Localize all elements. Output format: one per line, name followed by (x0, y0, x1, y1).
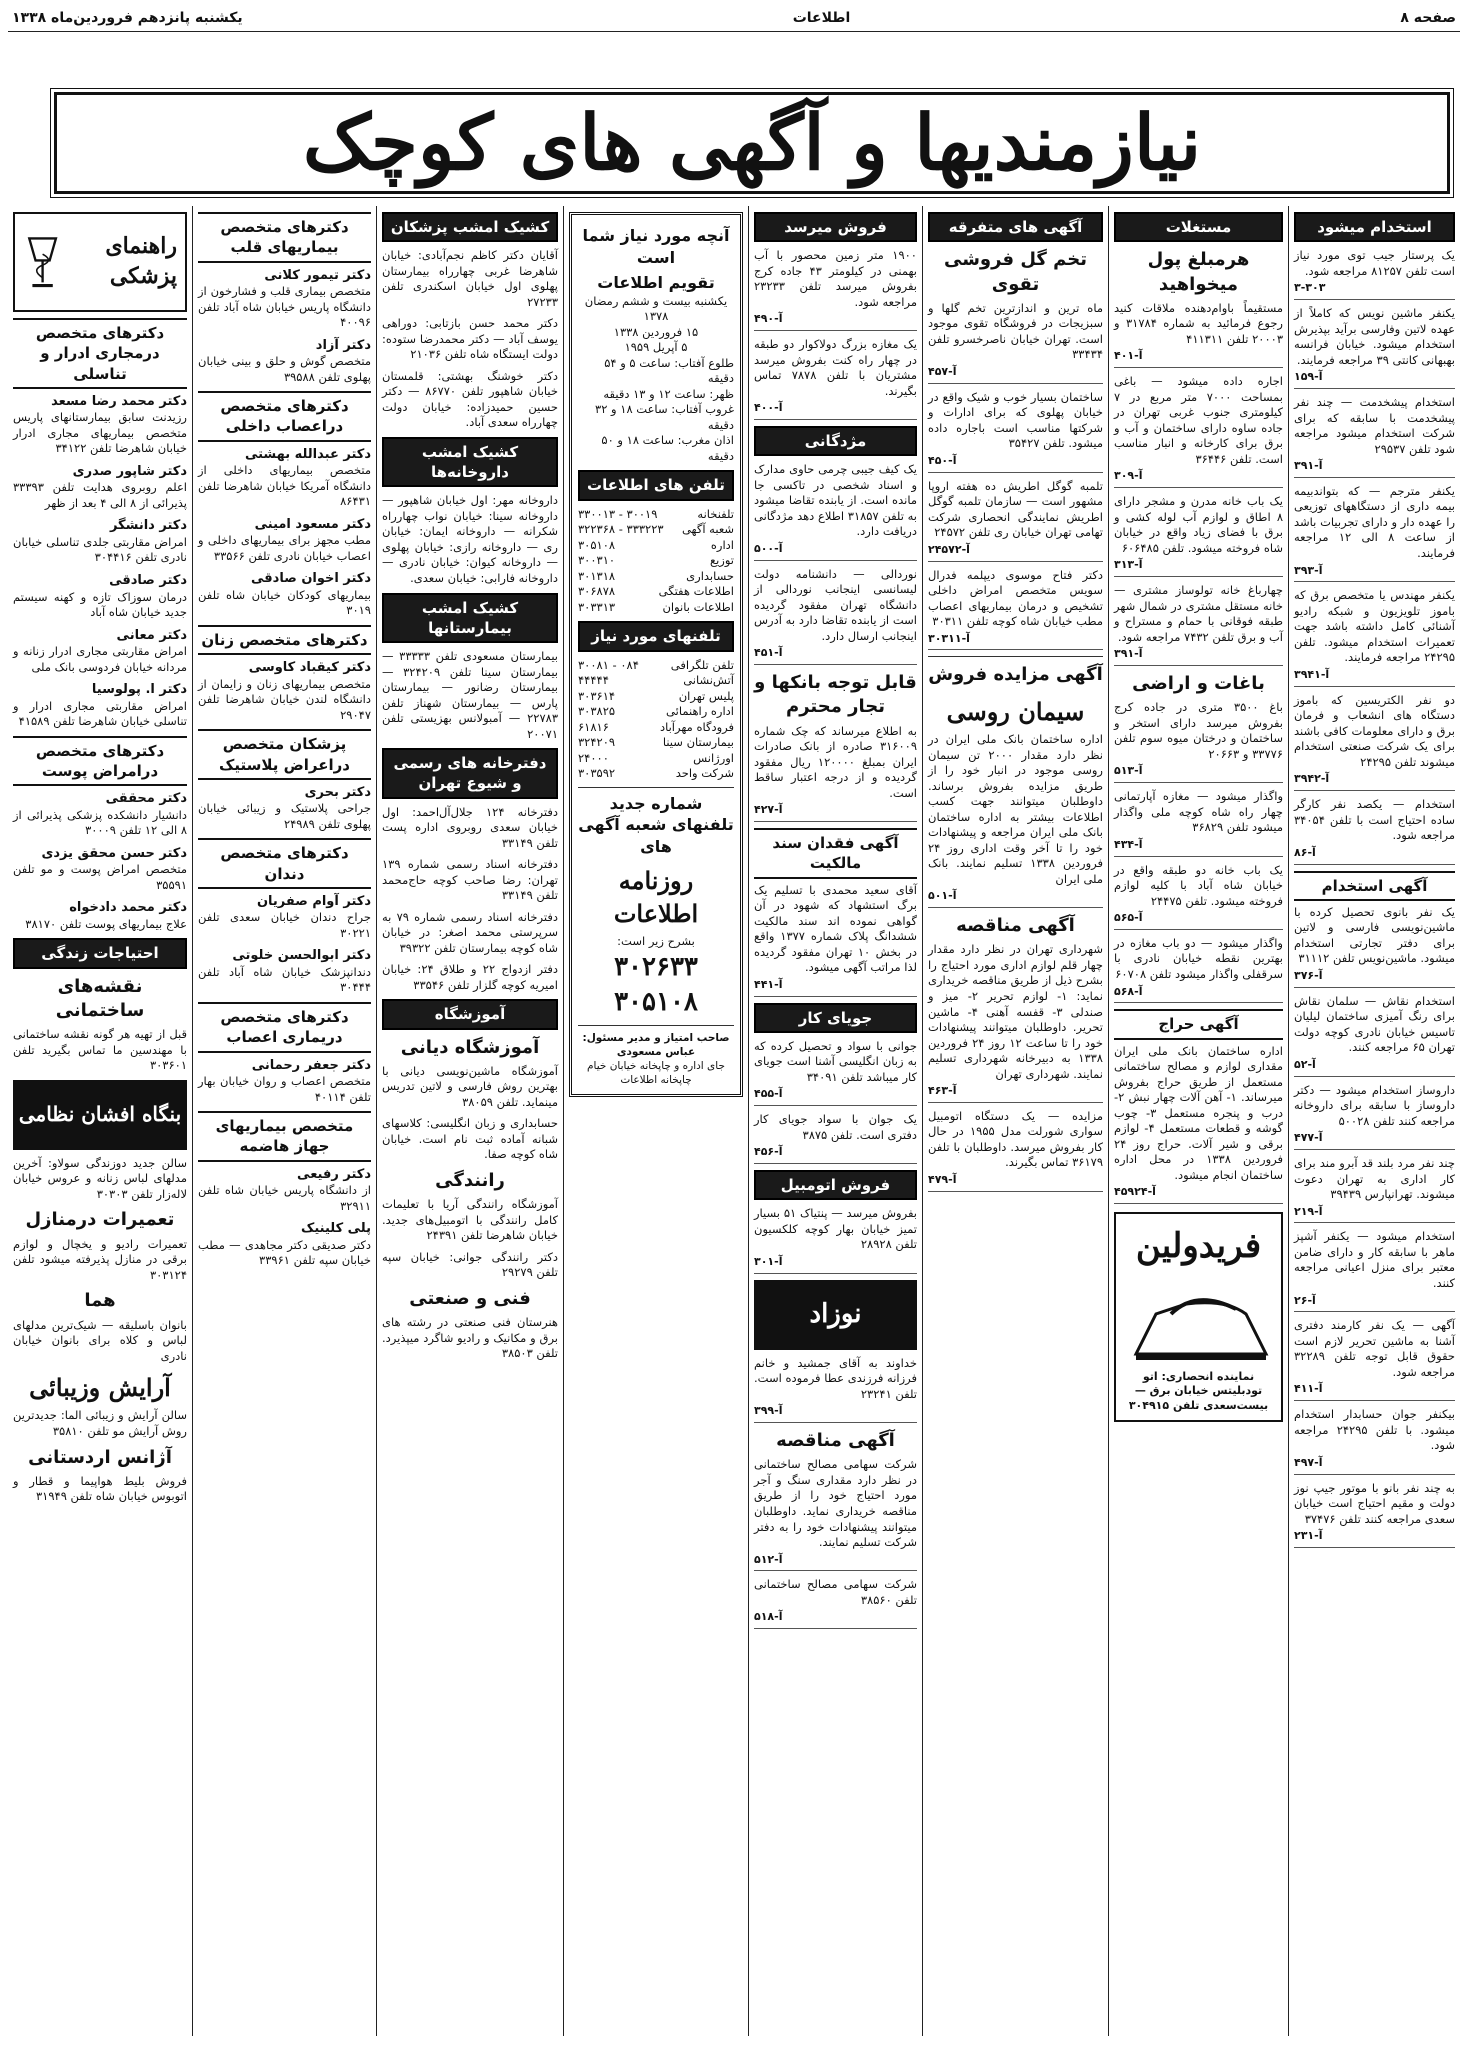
classified-ad: آقایان دکتر کاظم نجم‌آبادی: خیابان شاهرضا غربی چهارراه بیمارستان پهلوی اول خیابان اسکندری تلفن ۲۷۲۳۳ (382, 248, 558, 309)
section-head-digestive: متخصص بیماریهای جهاز هاضمه (198, 1111, 371, 1162)
section-head-car-sale: فروش اتومبیل (754, 1170, 917, 1200)
newspaper-page (8, 6, 1460, 2042)
newborn-logo: نوزاد (754, 1280, 917, 1350)
page-top-line (8, 6, 1460, 32)
classified-ad: مستقیماً باوام‌دهنده ملاقات کنید رجوع فرمائید به شماره ۳۱۷۸۴ و ۲۰۰۰۳ تلفن ۴۱۱۳۱۱ آ-۴۰۱ (1114, 301, 1283, 368)
classified-ad: دفترخانه اسناد رسمی شماره ۱۳۹ تهران: رضا صاحب کوچه حاج‌محمد تلفن ۳۳۱۴۹ (382, 857, 558, 903)
phone-list (578, 658, 734, 782)
phone-row: فرودگاه مهرآباد ۶۱۸۱۶ (578, 719, 734, 734)
classified-ad: قبل از تهیه هر گونه نقشه ساختمانی با مهندسین ما تماس بگیرید تلفن ۳۰۳۶۰۱ (13, 1027, 187, 1073)
calendar-line: اذان مغرب: ساعت ۱۸ و ۵۰ دقیقه (601, 433, 734, 463)
doctor-listing: دکتر محمد دادخواه علاج بیماریهای پوست تلفن ۳۸۱۷۰ (25, 900, 187, 931)
page-number: صفحه ۸ (1400, 10, 1456, 27)
classified-ad: یک مغازه بزرگ دولاکوار دو طبقه در چهار راه کنت بفروش میرسد مشتریان با تلفن ۷۸۷۸ تماس بگیرند. آ-۴۰۰ (754, 337, 917, 420)
section-head-driving: رانندگی (435, 1169, 505, 1191)
phone-row: تلفن تلگرافی ۰۸۴ - ۳۰۰۸۱ (578, 657, 734, 672)
classified-ad: اداره ساختمان بانک ملی ایران در نظر دارد مقدار ۲۰۰۰ تن سیمان روسی موجود در انبار خود را از طریق مزایده بفروش برساند. داوطلبان میتوانند جهت کسب اطلاعات بیشتر به اداره ساختمان بانک ملی ایران مراجعه و پیشنهادات خود را تا آخر وقت اداری روز ۲۴ فروردین ۱۳۳۸ تسلیم نمایند. بانک ملی ایران آ-۵۰۱ (928, 732, 1103, 908)
classified-ad: به چند نفر بانو با موتور جیپ نوز دولت و مقیم احتیاج است خیابان سعدی مراجعه کنند تلفن ۳۷۴۷۶ آ-۲۳۱ (1294, 1481, 1455, 1548)
service-info-box (569, 212, 743, 1097)
printing-address: جای اداره و چاپخانه خیابان خیام چاپخانه اطلاعات (587, 1060, 725, 1087)
classified-ad: ماه ترین و اندازترین تخم گلها و سبزیجات در فروشگاه تقوی موجود است. تهران خیابان ناصرخسرو تلفن ۳۳۴۳۴ آ-۴۵۷ (928, 301, 1103, 384)
classified-ad: استخدام نقاش — سلمان نقاش برای رنگ آمیزی ساختمان لیلیان تاسیس خیابان نادری کوچه دولت تهران ۶۵ مراجعه کنند. آ-۵۲ (1294, 994, 1455, 1077)
phone-row: اطلاعات هفتگی ۳۰۶۸۷۸ (578, 584, 734, 599)
section-head-hiring: استخدام میشود (1294, 212, 1455, 242)
ad-headline: آموزشگاه دیانی (400, 1036, 540, 1058)
box-title: آنچه مورد نیاز شما است (582, 226, 730, 267)
classified-ad: دفترخانه ۱۲۴ جلال‌آل‌احمد: اول خیابان سعدی روبروی اداره پست تلفن ۳۳۱۴۹ (382, 804, 558, 850)
ad-headline: قابل توجه بانکها و تجار محترم (754, 672, 917, 718)
classified-ad: دکتر رانندگی جوانی: خیابان سپه تلفن ۲۹۲۷۹ (382, 1249, 558, 1280)
section-head-hospitals-on-call: کشیک امشب بیمارستانها (382, 593, 558, 644)
doctor-listing: دکتر شاپور صدری اعلم روبروی هدایت تلفن ۳۳۳۹۳ پذیرائی از ۸ الی ۴ بعد از ظهر (13, 463, 187, 510)
section-head-women: دکترهای متخصص زنان (198, 625, 371, 655)
iron-advertisement (1114, 1212, 1283, 1422)
section-head-skin: دکترهای متخصص درامراض پوست (13, 736, 187, 787)
phone-row: تلفنخانه ۳۰۰۱۹ - ۳۳۰۰۱۳ (578, 506, 734, 521)
classified-ad: سالن آرایش و زیبائی الما: جدیدترین روش آرایش مو تلفن ۳۵۸۱۰ (13, 1408, 187, 1438)
new-phones-title: شماره جدید تلفنهای شعبه آگهی های (578, 793, 734, 856)
classified-ad: اداره ساختمان بانک ملی ایران مقداری لوازم و مصالح ساختمانی مستعمل از طریق حراج بفروش میرساند. ۱- آهن آلات چهار نبش ۲- درب و پنجره مستعمل ۳- چوب گوشه و قطعات مستعمل ۴- لوازم برقی و شیر آلات. حراج روز ۲۴ فروردین ۱۳۳۸ در محل اداره ساختمان انجام میشود. آ-۴۵۹۲۴ (1114, 1044, 1283, 1204)
classified-ad: هنرستان فنی صنعتی در رشته های برق و مکانیک و رادیو شاگرد میپذیرد. تلفن ۳۸۵۰۳ (382, 1315, 558, 1361)
phone-row: حسابداری ۳۰۱۳۱۸ (578, 568, 734, 583)
phone-row: توزیع ۳۰۰۳۱۰ (578, 553, 734, 568)
doctor-listing: دکتر رفیعی از دانشگاه پاریس خیابان شاه تلفن ۳۲۹۱۱ (198, 1166, 371, 1213)
classified-ad: دکتر فتاح موسوی دیپلمه فدرال سویس متخصص امراض داخلی تشخیص و درمان بیماریهای اعصاب مطب خیابان شاه کوچه تلفن ۳۰۳۱۱ آ-۳۰۳۱۱ (928, 568, 1103, 651)
classified-ad: بیکنفر جوان حسابدار استخدام میشود. با تلفن ۲۴۲۹۵ مراجعه شود. آ-۴۹۷ (1294, 1407, 1455, 1474)
phone-row: آتش‌نشانی ۴۴۴۴۴ (578, 673, 734, 688)
section-head-plastic: پزشکان متخصص دراعراض پلاستیک (198, 729, 371, 780)
classified-ad: اجاره داده میشود — باغی بمساحت ۷۰۰۰ متر مربع در ۷ کیلومتری جنوب غربی تهران در جاده ساوه دارای ساختمان و آب و برق برای کارخانه و انبار مناسب است. تلفن ۳۶۴۴۶ آ-۳۰۹ (1114, 374, 1283, 488)
doctor-listing: دکتر آزاد متخصص گوش و حلق و بینی خیابان پهلوی تلفن ۳۹۵۸۸ (198, 337, 371, 384)
ad-headline: هما (84, 1290, 116, 1312)
ad-phone-number: ۳۰۲۶۳۳ (614, 951, 698, 982)
classified-ad: یک نفر بانوی تحصیل کرده با ماشین‌نویسی فارسی و لاتین برای دفتر تجارتی استخدام میشود. ماشین‌نویس تلفن ۳۱۱۱۲ آ-۳۷۶ (1294, 905, 1455, 988)
paper-name: اطلاعات (792, 10, 851, 27)
section-head-heart: دکترهای متخصص بیماریهای قلب (198, 212, 371, 263)
section-head-notaries: دفترخانه های رسمی و شیوع تهران (382, 748, 558, 799)
classified-ad: فروش بلیط هواپیما و قطار و اتوبوس خیابان شاه تلفن ۳۱۹۴۹ (13, 1473, 187, 1504)
doctor-listing: دکتر مسعود امینی مطب مجهز برای بیماریهای داخلی و اعصاب خیابان نادری تلفن ۳۳۵۶۶ (198, 516, 371, 563)
section-head-life-needs: احتیاجات زندگی (13, 938, 187, 968)
classified-ad: ۱۹۰۰ متر زمین محصور با آب بهمنی در کیلومتر ۴۳ جاده کرج بفروش میرسد تلفن ۲۳۲۳۳ مراجعه شود. آ-۴۹۰ (754, 248, 917, 331)
doctor-listing: دکتر عبدالله بهشتی متخصص بیماریهای داخلی از دانشگاه آمریکا خیابان شاهرضا تلفن ۸۶۴۳۱ (198, 446, 371, 509)
column-night-shifts (376, 206, 563, 2036)
column-medical-guide (8, 206, 192, 2036)
doctor-listing: دکتر بحری جراحی پلاستیک و زیبائی خیابان پهلوی تلفن ۲۴۹۸۹ (198, 784, 371, 831)
classified-ad: یک کیف جیبی چرمی حاوی مدارک و اسناد شخصی در تاکسی جا مانده است. از یابنده تقاضا میشود به تلفن ۳۱۸۵۷ اطلاع دهد مژدگانی دریافت دارد. آ-۵۰۰ (754, 462, 917, 560)
classified-ad: استخدام — یکصد نفر کارگر ساده احتیاج است با تلفن ۳۴۰۵۴ مراجعه شود. آ-۸۶ (1294, 797, 1455, 864)
phone-row: شعبه آگهی ۳۳۳۲۲۳ - ۳۲۲۳۶۸ (578, 522, 734, 537)
section-head-lost-deed: آگهی فقدان سند مالکیت (754, 828, 917, 879)
calendar-line: طلوع آفتاب: ساعت ۵ و ۵۴ دقیقه (604, 355, 734, 386)
ad-headline-large: سیمان روسی (946, 696, 1085, 726)
ad-list (1294, 905, 1455, 1548)
hygieia-cup-icon (23, 222, 62, 302)
ad-headline: نقشه‌های ساختمانی (55, 975, 145, 1021)
classified-ad: آگهی — یک نفر کارمند دفتری آشنا به ماشین تحریر لازم است حقوق قابل توجه تلفن ۳۲۲۸۹ مراجعه شود. آ-۴۱۱ (1294, 1318, 1455, 1401)
classified-ad: دکتر محمد حسن بازتابی: دوراهی یوسف آباد — دکتر محمدرضا ستوده: دولت ایستگاه شاه تلفن ۲۱۰۳۶ (382, 316, 558, 362)
calendar-line: ظهر: ساعت ۱۲ و ۱۳ دقیقه (603, 386, 734, 401)
doctor-listing: دکتر حسن محقق یزدی متخصص امراض پوست و مو تلفن ۳۵۵۹۱ (13, 845, 187, 892)
column-specialists (192, 206, 376, 2036)
section-head-auction: آگهی حراج (1114, 1009, 1283, 1039)
classified-ad: بانوان باسلیقه — شیک‌ترین مدلهای لباس و کلاه برای بانوان خیابان نادری (13, 1317, 187, 1363)
classified-ad: یکنفر مترجم — که بتواندبیمه بیمه داری از دستگاههای توزیعی را عهده دار و دارای تجربیات باشد از ساعت ۸ الی ۱۲ مراجعه فرمایند. آ-۳۹۳ (1294, 484, 1455, 582)
classified-ad: حسابداری و زبان انگلیسی: کلاسهای شبانه آماده ثبت نام است. خیابان شاه کوچه صفا. (382, 1116, 558, 1162)
calendar-line: ۱۵ فروردین ۱۳۳۸ (613, 324, 699, 339)
section-head-real-estate: مستغلات (1114, 212, 1283, 242)
dealer-line: نماینده انحصاری: اتو تودبلیتس خیابان برق — بیست‌سعدی تلفن ۳۰۴۹۱۵ (1128, 1369, 1269, 1413)
calendar-title: تقویم اطلاعات (597, 273, 715, 293)
classified-ad: مزایده — یک دستگاه اتومبیل سواری شورلت مدل ۱۹۵۵ در حال کار بفروش میرسد. داوطلبان با تلفن ۳۶۱۷۹ تماس بگیرند. آ-۴۷۹ (928, 1109, 1103, 1192)
calendar-list (578, 294, 734, 465)
ad-headline: تخم گل فروشی تقوی (944, 249, 1087, 295)
classified-ad: نوردالی — دانشنامه دولت لیسانسی اینجانب نوردالی از دانشگاه تهران مفقود گردیده است از یابنده تقاضا دارد به آدرس اینجانب ارسال دارد. آ-۴۵۱ (754, 567, 917, 665)
section-head-dental: دکترهای متخصص دندان (198, 838, 371, 889)
classified-ad: یکنفر ماشین نویس که کاملاً از عهده لاتین وفارسی برآید بپذیرش استخدام میشود. خیابان فرانسه بهبهانی کانتی ۳۹ مراجعه فرمایند. آ-۱۵۹ (1294, 306, 1455, 389)
section-head-phones: تلفن های اطلاعات (578, 470, 734, 500)
classified-ad: دکتر خوشنگ بهشتی: قلمستان خیابان شاهپور تلفن ۸۶۷۷۰ — دکتر حسین حمیدزاده: خیابان دولت چهارراه سعدی آباد. (382, 368, 558, 430)
classified-ad: خداوند به آقای جمشید و خانم فرزانه فرزندی عطا فرموده است. تلفن ۲۳۲۴۱ آ-۳۹۹ (754, 1356, 917, 1423)
section-head-internal: دکترهای متخصص دراعصاب داخلی (198, 391, 371, 442)
classified-ad: استخدام پیشخدمت — چند نفر پیشخدمت با سابقه که برای شرکت استخدام میشود مراجعه شود تلفن ۲۹۵۳۷ آ-۳۹۱ (1294, 395, 1455, 478)
section-head-job-seekers: جویای کار (754, 1003, 917, 1033)
paper-title: روزنامه اطلاعات (613, 866, 699, 928)
doctor-listing: دکتر ابوالحسن خلوتی دندانپزشک خیابان شاه آباد تلفن ۳۰۴۴۴ (198, 948, 371, 995)
doctor-listing: دکتر تیمور کلانی متخصص بیماری قلب و فشارخون از دانشگاه پاریس خیابان شاه آباد تلفن ۴۰۰۹۶ (198, 267, 371, 330)
column-service-box (563, 206, 748, 2036)
section-head-tender: آگهی مناقصه (956, 915, 1075, 937)
classified-ad: واگذار میشود — مغازه آپارتمانی چهار راه شاه کوچه ملی واگذار میشود تلفن ۳۶۸۲۹ آ-۴۳۴ (1114, 789, 1283, 856)
ad-headline-large: آرایش وزیبائی (29, 1373, 171, 1403)
classified-ad: داروخانه مهر: اول خیابان شاهپور — داروخانه سینا: خیابان نواب چهارراه شکرانه — داروخانه ایمان: خیابان ری — داروخانه رازی: خیابان پهلوی — داروخانه کیوان: خیابان نادری — داروخانه فارابی: خیابان سعدی. (382, 493, 558, 585)
phone-list (578, 507, 734, 616)
classified-ad: شرکت سهامی مصالح ساختمانی تلفن ۳۸۵۶۰ آ-۵۱۸ (754, 1577, 917, 1629)
classified-ad: دفترخانه اسناد رسمی شماره ۷۹ به سرپرستی محمد اصغر: در خیابان شاه کوچه بیمارستان تلفن ۳۹۳۲۲ (382, 909, 558, 955)
doctor-listing: دکتر جعفر رحمانی متخصص اعصاب و روان خیابان بهار تلفن ۴۰۱۱۴ (198, 1057, 371, 1104)
doctor-listing: دکتر صادقی درمان سوزاک تازه و کهنه سیستم جدید خیابان شاه آباد (13, 573, 187, 620)
section-head-misc: آگهی های متفرقه (928, 212, 1103, 242)
classified-ad: جوانی با سواد و تحصیل کرده که به زبان انگلیسی آشنا است جویای کار میباشد تلفن ۳۴۰۹۱ آ-۴۵۵ (754, 1039, 917, 1106)
ad-headline: هرمبلغ پول میخواهید (1147, 249, 1250, 295)
classified-ad: یکنفر مهندس یا متخصص برق که باموز تلویزیون و شبکه رادیو آشنائی کامل داشته باشد جهت تعمیرات استخدام میشود. تلفن ۲۴۲۹۵ مراجعه فرمایند. آ-۳۹۴۱ (1294, 588, 1455, 686)
classified-ad: بیمارستان مسعودی تلفن ۳۳۳۳۳ — بیمارستان سینا تلفن ۳۲۴۲۰۹ — بیمارستان رضانور — بیمارستان پارس — بیمارستان شهناز تلفن ۲۲۷۸۳ — آمبولانس بهزیستی تلفن ۲۰۰۷۱ (382, 649, 559, 741)
section-head-reward: مژدگانی (754, 426, 917, 456)
section-head-nerves: دکترهای متخصص دریماری اعصاب (198, 1002, 371, 1053)
owner-line: صاحب امتیاز و مدیر مسئول: عباس مسعودی (582, 1031, 730, 1059)
doctor-listing: دکتر محققی دانشیار دانشکده پزشکی پذیرائی از ۸ الی ۱۲ تلفن ۳۰۰۰۹ (13, 791, 187, 838)
phone-row: پلیس تهران ۳۰۳۶۱۴ (578, 688, 734, 703)
phone-row: اداره ۳۰۵۱۰۸ (578, 537, 734, 552)
section-head-schools: آموزشگاه (382, 999, 558, 1029)
classified-ad: داروساز استخدام میشود — دکتر داروساز با سابقه برای داروخانه مراجعه کنند تلفن ۵۰۰۲۸ آ-۴۷۷ (1294, 1083, 1455, 1150)
classified-ad: تعمیرات رادیو و یخچال و لوازم برقی در منازل پذیرفته میشود تلفن ۳۰۳۱۲۴ (13, 1236, 187, 1282)
column-misc (922, 206, 1108, 2036)
classified-ad: شرکت سهامی مصالح ساختمانی در نظر دارد مقداری سنگ و آجر مورد احتیاج خود را از طریق مناقصه خریداری نماید. داوطلبان میتوانند پیشنهادات خود را به دفتر شرکت تسلیم نمایند. آ-۵۱۲ (754, 1457, 917, 1571)
classified-ad: ساختمان بسیار خوب و شیک واقع در خیابان پهلوی که برای ادارات و شرکتها مناسب است باجاره داده میشود. تلفن ۳۵۴۲۷ آ-۴۵۰ (928, 390, 1103, 473)
classified-ad: چند نفر مرد بلند قد آبرو مند برای کار اداری به تهران دعوت میشوند. تهرانپارس ۳۹۴۳۹ آ-۲۱۹ (1294, 1156, 1455, 1223)
section-head-tender: آگهی مناقصه (776, 1430, 895, 1452)
ad-list (1294, 248, 1455, 864)
doctor-listing: پلی کلینیک دکتر صدیقی دکتر مجاهدی — مطب خیابان سپه تلفن ۳۳۹۶۱ (198, 1221, 371, 1268)
brand-name: فریدولین (1135, 1226, 1262, 1267)
calendar-line: یکشنبه بیست و ششم رمضان ۱۳۷۸ (584, 293, 728, 324)
classified-ad: دو نفر الکتریسین که باموز دستگاه های انشعاب و فرمان برق و دارای معلومات کافی باشند برای یک شرکت صنعتی استخدام میشوند تلفن ۲۴۲۹۵ آ-۳۹۴۲ (1294, 693, 1455, 791)
divider (928, 656, 1103, 657)
phone-row: اداره راهنمائی ۳۰۳۸۲۵ (578, 704, 734, 719)
calendar-line: ۵ آپریل ۱۹۵۹ (624, 340, 688, 355)
medical-guide-banner (13, 212, 187, 312)
phone-row: شرکت واحد ۳۰۳۵۹۲ (578, 766, 734, 781)
classified-ad: واگذار میشود — دو باب مغازه در بهترین نقطه خیابان نادری با سرقفلی واگذار میشود تلفن ۶۰۷۰۸ آ-۵۶۸ (1114, 936, 1283, 1003)
section-head-technical: فنی و صنعتی (409, 1287, 531, 1309)
issue-date: یکشنبه پانزدهم فروردین‌ماه ۱۳۳۸ (12, 10, 243, 27)
classified-ad: بفروش میرسد — پنتیاک ۵۱ بسیار تمیز خیابان بهار کوچه کلکسیون تلفن ۲۸۹۲۸ آ-۳۰۱ (754, 1206, 917, 1273)
doctor-listing: دکتر دانشگر امراض مقاربتی جلدی تناسلی خیابان نادری تلفن ۳۰۴۴۱۶ (13, 518, 187, 565)
column-sales (748, 206, 922, 2036)
classified-ad: باغ ۳۵۰۰ متری در جاده کرج بفروش میرسد دارای استخر و ساختمان و درختان میوه سوم تلفن ۳۳۷۷۶ و ۲۰۶۶۳ آ-۵۱۳ (1114, 700, 1283, 783)
section-head-gardens: باغات و اراضی (1132, 672, 1265, 694)
iron-icon (1126, 1284, 1276, 1374)
phone-row: اورژانس ۲۴۰۰۰ (578, 750, 734, 765)
classified-ad: تلمبه گوگل اطریش ده هفته اروپا مشهور است — سازمان تلمبه گوگل اطریش نمایندگی انحصاری شرکت تهامی تهران خیابان ری تلفن ۲۴۵۷۲ آ-۲۴۵۷۲ (928, 479, 1103, 562)
classified-ad: چهارباغ خانه تولوساز مشتری — خانه مستقل مشتری در شمال شهر طبقه فوقانی با حمام و مستراح و آب و برق تلفن ۷۴۳۲ مراجعه شود. آ-۳۹۱ (1114, 583, 1283, 666)
company-logo: بنگاه افشان نظامی (13, 1080, 187, 1150)
calendar-line: غروب آفتاب: ساعت ۱۸ و ۳۲ دقیقه (595, 402, 734, 432)
ad-headline: آگهی مزایده فروش (928, 664, 1103, 686)
classified-ad: دفتر ازدواج ۲۲ و طلاق ۲۴: خیابان امیریه کوچه گلزار تلفن ۳۳۵۴۶ (382, 962, 558, 992)
section-masthead: نیازمندیها و آگهی های کوچک (54, 92, 1450, 194)
doctor-listing: دکتر معانی امراض مقاربتی مجاری ادرار زنانه و مردانه خیابان فردوسی بانک ملی (13, 627, 187, 674)
section-head-needed-phones: تلفنهای مورد نیاز (578, 621, 734, 651)
ad-headline: آژانس اردستانی (28, 1446, 172, 1468)
section-head-urology: دکترهای متخصص درمجاری ادرار و تناسلی (13, 318, 187, 389)
classified-ad: یک جوان با سواد جویای کار دفتری است. تلفن ۳۸۷۵ آ-۴۵۶ (754, 1112, 917, 1164)
medical-guide-title: راهنمای پزشکی (105, 233, 177, 289)
section-head-employment-notice: آگهی استخدام (1294, 871, 1455, 901)
classified-ad: استخدام میشود — یکنفر آشپز ماهر با سابقه کار و دارای ضامن معتبر برای منزل اعیانی مراجعه کنند. آ-۲۶ (1294, 1229, 1455, 1312)
classified-ad: به اطلاع میرساند که چک شماره ۳۱۶۰۰۹ صادره از بانک صادرات ایران بمبلغ ۱۲۰۰۰۰ ریال مفقود گردیده و از درجه اعتبار ساقط است. آ-۴۲۷ (754, 724, 917, 822)
phone-row: بیمارستان سینا ۳۲۴۲۰۹ (578, 735, 734, 750)
section-head-for-sale: فروش میرسد (754, 212, 917, 242)
phone-row: اطلاعات بانوان ۳۰۳۳۱۳ (578, 599, 734, 614)
column-employment (1288, 206, 1460, 2036)
section-head-doctors-on-call: کشیک امشب پزشکان (382, 212, 558, 242)
column-real-estate (1108, 206, 1288, 2036)
classified-ad: یک باب خانه دو طبقه واقع در خیابان شاه آباد با کلیه لوازم فروخته میشود. تلفن ۲۴۴۷۵ آ-۵۶۵ (1114, 863, 1283, 930)
classified-ad: آقای سعید محمدی با تسلیم یک برگ استشهاد که شهود در آن گواهی نموده اند سند مالکیت ششدانگ پلاک شماره ۱۳۷۷ واقع در بخش ۱۰ تهران مفقود گردیده لذا مراتب آگهی میشود. آ-۴۴۱ (754, 883, 917, 997)
ad-phone-number: ۳۰۵۱۰۸ (614, 986, 698, 1017)
doctor-listing: دکتر آوام صفریان جراح دندان خیابان سعدی تلفن ۳۰۲۲۱ (198, 893, 371, 940)
doctor-listing: دکتر ا. پولوسیا امراض مقاربتی مجاری ادرار و تناسلی خیابان شاهرضا تلفن ۴۱۵۸۹ (13, 682, 187, 729)
new-phones-note: بشرح زیر است: (617, 934, 695, 949)
ad-headline: تعمیرات درمنازل (25, 1209, 175, 1231)
section-head-pharmacies-on-call: کشیک امشب داروخانه‌ها (382, 437, 558, 488)
divider (578, 787, 734, 788)
divider (578, 1025, 734, 1026)
classified-ad: آموزشگاه رانندگی آریا با تعلیمات کامل رانندگی با اتومبیل‌های جدید. خیابان شاهرضا تلفن ۲۴۳۹۱ (382, 1197, 558, 1243)
classified-ad: شهرداری تهران در نظر دارد مقدار چهار قلم لوازم اداری مورد احتیاج را بشرح ذیل از طریق مناقصه خریداری نماید: ۱- لوازم تحریر ۲- میز و صندلی ۳- قفسه آهنی ۴- ماشین تحریر. داوطلبان میتوانند پیشنهادات خود را تا ساعت ۱۲ روز ۲۴ فروردین ۱۳۳۸ به دبیرخانه شهرداری تسلیم نمایند. شهرداری تهران آ-۴۶۳ (928, 942, 1103, 1102)
classified-ad: سالن جدید دوزندگی سولاو: آخرین مدلهای لباس زنانه و عروس خیابان لاله‌زار تلفن ۳۰۳۰۳ (13, 1155, 187, 1201)
doctor-listing: دکتر اخوان صادقی بیماریهای کودکان خیابان شاه تلفن ۳۰۱۹ (198, 571, 371, 618)
classified-ad: آموزشگاه ماشین‌نویسی دیانی با بهترین روش فارسی و لاتین تدریس مینماید. تلفن ۳۸۰۵۹ (382, 1063, 558, 1109)
doctor-listing: دکتر محمد رضا مسعد رزیدنت سابق بیمارستانهای پاریس متخصص بیماریهای مجاری ادرار خیابان شاهرضا تلفن ۳۴۱۲۲ (13, 393, 187, 456)
classified-ad: یک پرستار جیب توی مورد نیاز است تلفن ۸۱۲۵۷ مراجعه شود. ۳-۳۰۳ (1294, 248, 1455, 300)
classified-ad: یک باب خانه مدرن و مشجر دارای ۸ اطاق و لوازم آب لوله کشی و برق با فضای زیاد واقع در خیابان شاه فروخته میشود. تلفن ۶۰۶۴۸۵ آ-۳۱۳ (1114, 494, 1283, 577)
doctor-listing: دکتر کیقباد کاوسی متخصص بیماریهای زنان و زایمان از دانشگاه لندن خیابان شاهرضا تلفن ۲۹۰۴۷ (198, 660, 371, 722)
